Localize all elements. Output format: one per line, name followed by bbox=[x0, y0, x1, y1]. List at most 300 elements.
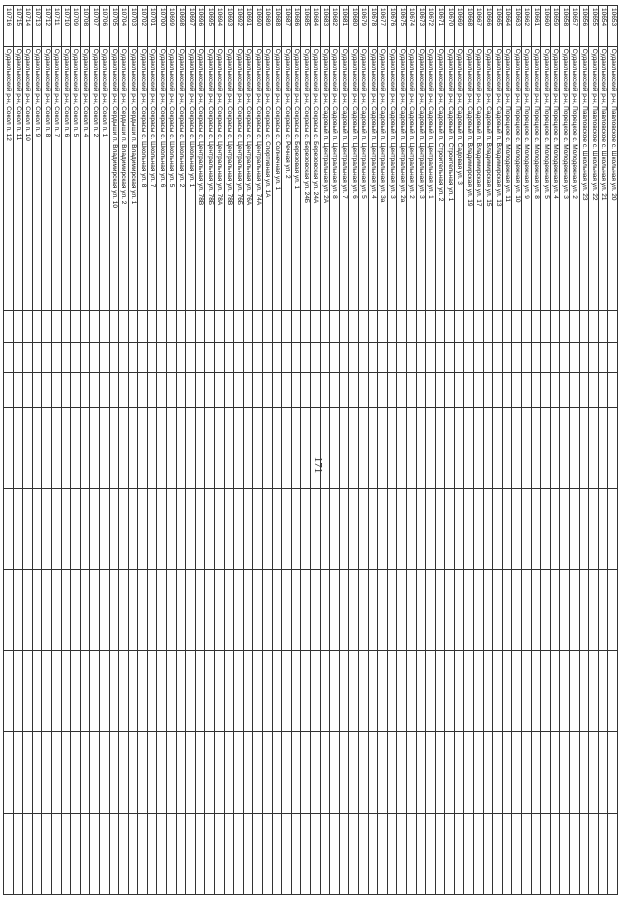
row-id-cell: 10655 bbox=[589, 6, 599, 47]
illegible-cell bbox=[387, 488, 397, 569]
illegible-cell bbox=[291, 342, 301, 372]
illegible-cell bbox=[147, 372, 157, 407]
address-cell: Судаклыкский р-н, Садовый п. Владимирская ул. 19 bbox=[464, 46, 474, 311]
row-id-cell: 10660 bbox=[541, 6, 551, 47]
row-id-cell: 10675 bbox=[397, 6, 407, 47]
illegible-cell bbox=[42, 570, 52, 651]
illegible-cell bbox=[320, 342, 330, 372]
address-cell: Судаклыкский р-н, Сокрасы с. Центральная ул. 78А bbox=[215, 46, 225, 311]
illegible-cell bbox=[311, 372, 321, 407]
illegible-cell bbox=[282, 372, 292, 407]
illegible-cell bbox=[186, 488, 196, 569]
illegible-cell bbox=[320, 813, 330, 894]
illegible-cell bbox=[119, 732, 129, 813]
illegible-cell bbox=[147, 813, 157, 894]
table-row bbox=[291, 6, 301, 895]
address-cell: Судаклыкский р-н, Садовый п. Владимирская ул. 15 bbox=[483, 46, 493, 311]
table-row bbox=[483, 6, 493, 895]
row-id-cell: 10679 bbox=[358, 6, 368, 47]
illegible-cell bbox=[157, 342, 167, 372]
illegible-cell bbox=[13, 813, 23, 894]
row-id-cell: 10697 bbox=[186, 6, 196, 47]
illegible-cell bbox=[483, 407, 493, 488]
illegible-cell bbox=[445, 732, 455, 813]
illegible-cell bbox=[531, 732, 541, 813]
illegible-cell bbox=[560, 813, 570, 894]
illegible-cell bbox=[195, 651, 205, 732]
illegible-cell bbox=[109, 342, 119, 372]
address-cell: Судаклыкский р-н, Порецкое с. Молодежная ул. 10 bbox=[512, 46, 522, 311]
address-cell: Судаклыкский р-н, Сокол п. 10 bbox=[23, 46, 33, 311]
illegible-cell bbox=[416, 342, 426, 372]
table-row bbox=[464, 6, 474, 895]
illegible-cell bbox=[32, 570, 42, 651]
illegible-cell bbox=[406, 372, 416, 407]
illegible-cell bbox=[445, 651, 455, 732]
illegible-cell bbox=[608, 651, 618, 732]
illegible-cell bbox=[426, 570, 436, 651]
illegible-cell bbox=[272, 372, 282, 407]
illegible-cell bbox=[224, 651, 234, 732]
illegible-cell bbox=[186, 570, 196, 651]
illegible-cell bbox=[147, 651, 157, 732]
table-row bbox=[13, 6, 23, 895]
illegible-cell bbox=[330, 813, 340, 894]
illegible-cell bbox=[311, 342, 321, 372]
table-row bbox=[358, 6, 368, 895]
illegible-cell bbox=[176, 570, 186, 651]
illegible-cell bbox=[51, 488, 61, 569]
illegible-cell bbox=[224, 813, 234, 894]
illegible-cell bbox=[301, 311, 311, 343]
illegible-cell bbox=[13, 407, 23, 488]
illegible-cell bbox=[368, 372, 378, 407]
illegible-cell bbox=[176, 488, 186, 569]
table-row bbox=[320, 6, 330, 895]
illegible-cell bbox=[90, 570, 100, 651]
illegible-cell bbox=[291, 311, 301, 343]
illegible-cell bbox=[253, 651, 263, 732]
illegible-cell bbox=[579, 651, 589, 732]
illegible-cell bbox=[589, 407, 599, 488]
illegible-cell bbox=[330, 651, 340, 732]
illegible-cell bbox=[32, 488, 42, 569]
illegible-cell bbox=[320, 651, 330, 732]
illegible-cell bbox=[416, 570, 426, 651]
table-row bbox=[531, 6, 541, 895]
illegible-cell bbox=[263, 732, 273, 813]
table-row bbox=[387, 6, 397, 895]
row-id-cell: 10661 bbox=[531, 6, 541, 47]
illegible-cell bbox=[522, 570, 532, 651]
illegible-cell bbox=[32, 732, 42, 813]
page-number: 171 bbox=[312, 456, 324, 474]
illegible-cell bbox=[90, 651, 100, 732]
address-cell: Судаклыкский р-н, Сокрасы с. Березовая ул. 1 bbox=[291, 46, 301, 311]
illegible-cell bbox=[61, 488, 71, 569]
illegible-cell bbox=[608, 570, 618, 651]
illegible-cell bbox=[51, 813, 61, 894]
illegible-cell bbox=[368, 570, 378, 651]
illegible-cell bbox=[541, 407, 551, 488]
address-cell: Судаклыкский р-н, Садовый п. Строительная ул. 2 bbox=[435, 46, 445, 311]
illegible-cell bbox=[589, 342, 599, 372]
illegible-cell bbox=[272, 407, 282, 488]
illegible-cell bbox=[454, 342, 464, 372]
illegible-cell bbox=[397, 732, 407, 813]
register-table-frame bbox=[5, 5, 618, 895]
illegible-cell bbox=[128, 488, 138, 569]
row-id-cell: 10699 bbox=[167, 6, 177, 47]
address-cell: Судаклыкский р-н, Садовый п. Центральная ул. 7 bbox=[339, 46, 349, 311]
illegible-cell bbox=[330, 311, 340, 343]
illegible-cell bbox=[109, 488, 119, 569]
illegible-cell bbox=[339, 372, 349, 407]
table-row bbox=[128, 6, 138, 895]
illegible-cell bbox=[13, 372, 23, 407]
illegible-cell bbox=[598, 407, 608, 488]
row-id-cell: 10676 bbox=[387, 6, 397, 47]
table-row bbox=[71, 6, 81, 895]
illegible-cell bbox=[550, 407, 560, 488]
table-row bbox=[522, 6, 532, 895]
illegible-cell bbox=[311, 651, 321, 732]
illegible-cell bbox=[378, 342, 388, 372]
illegible-cell bbox=[80, 372, 90, 407]
illegible-cell bbox=[579, 570, 589, 651]
illegible-cell bbox=[550, 342, 560, 372]
illegible-cell bbox=[109, 813, 119, 894]
illegible-cell bbox=[13, 570, 23, 651]
illegible-cell bbox=[445, 813, 455, 894]
illegible-cell bbox=[263, 813, 273, 894]
illegible-cell bbox=[502, 732, 512, 813]
illegible-cell bbox=[550, 732, 560, 813]
illegible-cell bbox=[61, 311, 71, 343]
illegible-cell bbox=[608, 311, 618, 343]
illegible-cell bbox=[13, 732, 23, 813]
row-id-cell: 10714 bbox=[23, 6, 33, 47]
table-row bbox=[32, 6, 42, 895]
table-row bbox=[589, 6, 599, 895]
row-id-cell: 10659 bbox=[550, 6, 560, 47]
illegible-cell bbox=[570, 651, 580, 732]
address-cell: Судаклыкский р-н, Сокрасы с. Школьная ул. 6 bbox=[157, 46, 167, 311]
address-cell: Судаклыкский р-н, Сокол п. 4 bbox=[80, 46, 90, 311]
address-cell: Судаклыкский р-н, Сокрасы с. Речная ул. 2 bbox=[282, 46, 292, 311]
illegible-cell bbox=[42, 813, 52, 894]
illegible-cell bbox=[349, 732, 359, 813]
table-row bbox=[138, 6, 148, 895]
illegible-cell bbox=[512, 488, 522, 569]
table-row bbox=[598, 6, 608, 895]
illegible-cell bbox=[435, 651, 445, 732]
illegible-cell bbox=[493, 342, 503, 372]
illegible-cell bbox=[579, 813, 589, 894]
illegible-cell bbox=[560, 407, 570, 488]
illegible-cell bbox=[13, 488, 23, 569]
illegible-cell bbox=[368, 342, 378, 372]
illegible-cell bbox=[512, 407, 522, 488]
illegible-cell bbox=[435, 813, 445, 894]
table-row bbox=[157, 6, 167, 895]
illegible-cell bbox=[61, 407, 71, 488]
illegible-cell bbox=[522, 342, 532, 372]
address-cell: Судаклыкский р-н, Сокол п. 9 bbox=[32, 46, 42, 311]
row-id-cell: 10683 bbox=[320, 6, 330, 47]
illegible-cell bbox=[311, 732, 321, 813]
illegible-cell bbox=[502, 342, 512, 372]
table-row bbox=[80, 6, 90, 895]
illegible-cell bbox=[4, 311, 14, 343]
illegible-cell bbox=[195, 813, 205, 894]
illegible-cell bbox=[435, 407, 445, 488]
illegible-cell bbox=[272, 732, 282, 813]
illegible-cell bbox=[416, 813, 426, 894]
illegible-cell bbox=[147, 407, 157, 488]
row-id-cell: 10707 bbox=[90, 6, 100, 47]
illegible-cell bbox=[80, 732, 90, 813]
illegible-cell bbox=[205, 342, 215, 372]
table-row bbox=[243, 6, 253, 895]
illegible-cell bbox=[454, 813, 464, 894]
row-id-cell: 10684 bbox=[311, 6, 321, 47]
illegible-cell bbox=[234, 651, 244, 732]
register-table bbox=[3, 5, 618, 895]
illegible-cell bbox=[560, 342, 570, 372]
illegible-cell bbox=[368, 651, 378, 732]
illegible-cell bbox=[109, 407, 119, 488]
row-id-cell: 10680 bbox=[349, 6, 359, 47]
illegible-cell bbox=[147, 342, 157, 372]
illegible-cell bbox=[186, 407, 196, 488]
row-id-cell: 10713 bbox=[32, 6, 42, 47]
illegible-cell bbox=[205, 372, 215, 407]
illegible-cell bbox=[378, 570, 388, 651]
address-cell: Судаклыкский р-н, Садовый п. Центральная ул. 5 bbox=[358, 46, 368, 311]
address-cell: Судаклыкский р-н, Павловское с. Школьная ул. 22 bbox=[589, 46, 599, 311]
illegible-cell bbox=[4, 488, 14, 569]
illegible-cell bbox=[42, 407, 52, 488]
illegible-cell bbox=[387, 372, 397, 407]
illegible-cell bbox=[90, 813, 100, 894]
illegible-cell bbox=[550, 813, 560, 894]
illegible-cell bbox=[99, 488, 109, 569]
illegible-cell bbox=[243, 372, 253, 407]
illegible-cell bbox=[493, 311, 503, 343]
address-cell: Судаклыкский р-н, Сокрасы с. Центральная ул. 78В bbox=[224, 46, 234, 311]
illegible-cell bbox=[205, 813, 215, 894]
table-row bbox=[579, 6, 589, 895]
illegible-cell bbox=[80, 342, 90, 372]
illegible-cell bbox=[13, 342, 23, 372]
illegible-cell bbox=[4, 342, 14, 372]
illegible-cell bbox=[406, 488, 416, 569]
illegible-cell bbox=[32, 651, 42, 732]
illegible-cell bbox=[426, 407, 436, 488]
illegible-cell bbox=[464, 732, 474, 813]
illegible-cell bbox=[483, 570, 493, 651]
illegible-cell bbox=[493, 651, 503, 732]
row-id-cell: 10664 bbox=[502, 6, 512, 47]
illegible-cell bbox=[579, 407, 589, 488]
illegible-cell bbox=[128, 311, 138, 343]
illegible-cell bbox=[167, 732, 177, 813]
table-row bbox=[416, 6, 426, 895]
address-cell: Судаклыкский р-н, Садовый п. Строительная ул. 1 bbox=[445, 46, 455, 311]
illegible-cell bbox=[205, 407, 215, 488]
illegible-cell bbox=[301, 570, 311, 651]
illegible-cell bbox=[215, 407, 225, 488]
illegible-cell bbox=[71, 372, 81, 407]
illegible-cell bbox=[445, 372, 455, 407]
illegible-cell bbox=[531, 342, 541, 372]
illegible-cell bbox=[272, 342, 282, 372]
illegible-cell bbox=[589, 813, 599, 894]
illegible-cell bbox=[474, 651, 484, 732]
illegible-cell bbox=[474, 311, 484, 343]
illegible-cell bbox=[435, 372, 445, 407]
address-cell: Судаклыкский р-н, Сокол п. 5 bbox=[71, 46, 81, 311]
illegible-cell bbox=[176, 342, 186, 372]
illegible-cell bbox=[330, 372, 340, 407]
table-row bbox=[109, 6, 119, 895]
illegible-cell bbox=[339, 488, 349, 569]
illegible-cell bbox=[454, 651, 464, 732]
illegible-cell bbox=[339, 407, 349, 488]
illegible-cell bbox=[99, 407, 109, 488]
illegible-cell bbox=[253, 311, 263, 343]
address-cell: Судаклыкский р-н, Порецкое с. Молодежная ул. 4 bbox=[550, 46, 560, 311]
illegible-cell bbox=[531, 311, 541, 343]
illegible-cell bbox=[512, 651, 522, 732]
address-cell: Судаклыкский р-н, Сердыши п. Владимирская ул. 10 bbox=[109, 46, 119, 311]
table-row bbox=[99, 6, 109, 895]
table-row bbox=[570, 6, 580, 895]
table-row bbox=[339, 6, 349, 895]
row-id-cell: 10667 bbox=[474, 6, 484, 47]
illegible-cell bbox=[454, 570, 464, 651]
illegible-cell bbox=[128, 407, 138, 488]
table-row bbox=[205, 6, 215, 895]
illegible-cell bbox=[176, 372, 186, 407]
illegible-cell bbox=[119, 488, 129, 569]
illegible-cell bbox=[138, 813, 148, 894]
illegible-cell bbox=[215, 342, 225, 372]
illegible-cell bbox=[454, 488, 464, 569]
illegible-cell bbox=[570, 732, 580, 813]
table-row bbox=[119, 6, 129, 895]
illegible-cell bbox=[339, 651, 349, 732]
row-id-cell: 10654 bbox=[598, 6, 608, 47]
illegible-cell bbox=[224, 342, 234, 372]
illegible-cell bbox=[464, 342, 474, 372]
illegible-cell bbox=[493, 732, 503, 813]
illegible-cell bbox=[598, 651, 608, 732]
address-cell: Судаклыкский р-н, Садовый п. Владимирская ул. 13 bbox=[493, 46, 503, 311]
illegible-cell bbox=[445, 488, 455, 569]
row-id-cell: 10671 bbox=[435, 6, 445, 47]
illegible-cell bbox=[99, 732, 109, 813]
address-cell: Судаклыкский р-н, Сокол п. 12 bbox=[4, 46, 14, 311]
illegible-cell bbox=[90, 732, 100, 813]
illegible-cell bbox=[330, 732, 340, 813]
illegible-cell bbox=[570, 570, 580, 651]
address-cell: Судаклыкский р-н, Сокол п. 2 bbox=[90, 46, 100, 311]
row-id-cell: 10711 bbox=[51, 6, 61, 47]
illegible-cell bbox=[608, 342, 618, 372]
row-id-cell: 10657 bbox=[570, 6, 580, 47]
illegible-cell bbox=[282, 732, 292, 813]
illegible-cell bbox=[119, 342, 129, 372]
address-cell: Судаклыкский р-н, Порецкое с. Молодежная ул. 9 bbox=[522, 46, 532, 311]
table-row bbox=[301, 6, 311, 895]
illegible-cell bbox=[522, 813, 532, 894]
illegible-cell bbox=[205, 651, 215, 732]
illegible-cell bbox=[387, 570, 397, 651]
illegible-cell bbox=[387, 407, 397, 488]
illegible-cell bbox=[80, 488, 90, 569]
illegible-cell bbox=[195, 372, 205, 407]
address-cell: Судаклыкский р-н, Садовый п. Центральная ул. 2А bbox=[320, 46, 330, 311]
illegible-cell bbox=[579, 488, 589, 569]
row-id-cell: 10696 bbox=[195, 6, 205, 47]
illegible-cell bbox=[541, 311, 551, 343]
illegible-cell bbox=[119, 651, 129, 732]
address-cell: Судаклыкский р-н, Сокрасы с. Центральная ул. 78В bbox=[195, 46, 205, 311]
illegible-cell bbox=[4, 372, 14, 407]
table-row bbox=[474, 6, 484, 895]
illegible-cell bbox=[339, 311, 349, 343]
illegible-cell bbox=[522, 311, 532, 343]
address-cell: Судаклыкский р-н, Сокрасы с. Школьная ул. 8 bbox=[138, 46, 148, 311]
table-row bbox=[512, 6, 522, 895]
illegible-cell bbox=[512, 813, 522, 894]
illegible-cell bbox=[32, 813, 42, 894]
illegible-cell bbox=[454, 311, 464, 343]
illegible-cell bbox=[128, 651, 138, 732]
illegible-cell bbox=[23, 570, 33, 651]
row-id-cell: 10670 bbox=[445, 6, 455, 47]
row-id-cell: 10690 bbox=[253, 6, 263, 47]
table-row bbox=[541, 6, 551, 895]
illegible-cell bbox=[291, 570, 301, 651]
illegible-cell bbox=[234, 570, 244, 651]
illegible-cell bbox=[224, 488, 234, 569]
illegible-cell bbox=[589, 651, 599, 732]
illegible-cell bbox=[71, 570, 81, 651]
illegible-cell bbox=[608, 372, 618, 407]
illegible-cell bbox=[502, 813, 512, 894]
illegible-cell bbox=[358, 372, 368, 407]
illegible-cell bbox=[502, 407, 512, 488]
illegible-cell bbox=[474, 813, 484, 894]
table-row bbox=[90, 6, 100, 895]
illegible-cell bbox=[522, 372, 532, 407]
table-row bbox=[263, 6, 273, 895]
illegible-cell bbox=[42, 311, 52, 343]
illegible-cell bbox=[291, 488, 301, 569]
address-cell: Судаклыкский р-н, Сокрасы с. Центральная ул. 74А bbox=[253, 46, 263, 311]
address-cell: Судаклыкский р-н, Садовый п. Центральная ул. 8 bbox=[330, 46, 340, 311]
illegible-cell bbox=[330, 570, 340, 651]
illegible-cell bbox=[474, 407, 484, 488]
row-id-cell: 10702 bbox=[138, 6, 148, 47]
illegible-cell bbox=[4, 651, 14, 732]
address-cell: Судаклыкский р-н, Сокрасы с. Березовская ул. 24А bbox=[311, 46, 321, 311]
row-id-cell: 10666 bbox=[483, 6, 493, 47]
illegible-cell bbox=[90, 488, 100, 569]
